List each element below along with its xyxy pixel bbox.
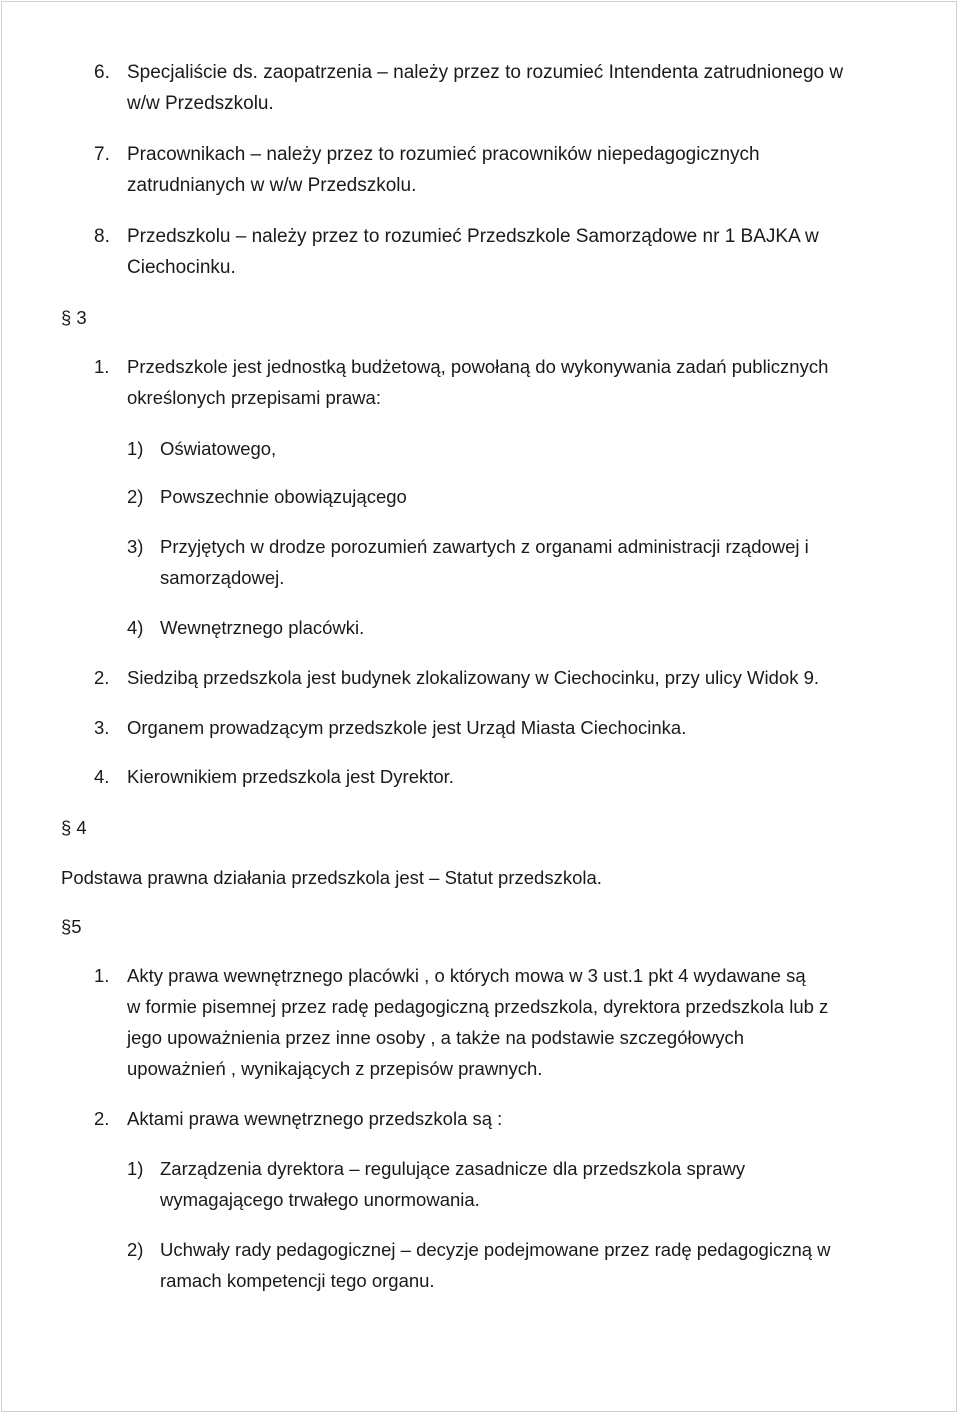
sublist-number: 3) xyxy=(127,536,144,557)
list-item-text: Akty prawa wewnętrznego placówki , o których mowa w 3 ust.1 pkt 4 wydawane są xyxy=(127,965,806,986)
sublist-item-text: ramach kompetencji tego organu. xyxy=(160,1270,435,1291)
sublist-number: 1) xyxy=(127,1158,144,1179)
list-item-text: Organem prowadzącym przedszkole jest Urząd Miasta Ciechocinka. xyxy=(127,717,687,738)
sublist-number: 4) xyxy=(127,617,144,638)
list-item-text: Siedzibą przedszkola jest budynek zlokalizowany w Ciechocinku, przy ulicy Widok 9. xyxy=(127,667,820,688)
list-number: 7. xyxy=(94,144,110,165)
list-item-text: Specjaliście ds. zaopatrzenia – należy przez to rozumieć Intendenta zatrudnionego w xyxy=(127,62,844,83)
list-item-text: w formie pisemnej przez radę pedagogiczną przedszkola, dyrektora przedszkola lub z xyxy=(127,996,829,1017)
sublist-item-text: wymagającego trwałego unormowania. xyxy=(160,1189,480,1210)
list-item-text: upoważnień , wynikających z przepisów prawnych. xyxy=(127,1058,543,1079)
list-number: 2. xyxy=(94,667,110,688)
sublist-item-text: Powszechnie obowiązującego xyxy=(160,486,407,507)
sublist-item-text: Przyjętych w drodze porozumień zawartych z organami administracji rządowej i xyxy=(160,536,809,557)
list-number: 1. xyxy=(94,356,110,377)
sublist-item-text: Zarządzenia dyrektora – regulujące zasadnicze dla przedszkola sprawy xyxy=(160,1158,746,1179)
list-number: 3. xyxy=(94,717,110,738)
sublist-number: 2) xyxy=(127,486,144,507)
section-heading-4: § 4 xyxy=(61,817,87,838)
sublist-item-text: Wewnętrznego placówki. xyxy=(160,617,365,638)
list-item-text: zatrudnianych w w/w Przedszkolu. xyxy=(127,175,417,196)
sublist-item-text: Uchwały rady pedagogicznej – decyzje podejmowane przez radę pedagogiczną w xyxy=(160,1239,831,1260)
list-item-text: określonych przepisami prawa: xyxy=(127,387,381,408)
list-item-text: Aktami prawa wewnętrznego przedszkola są : xyxy=(127,1108,503,1129)
list-number: 2. xyxy=(94,1108,110,1129)
section-heading-3: § 3 xyxy=(61,307,87,328)
list-number: 4. xyxy=(94,766,110,787)
list-number: 8. xyxy=(94,226,110,247)
section-4-text: Podstawa prawna działania przedszkola jest – Statut przedszkola. xyxy=(61,867,602,888)
list-item-text: Kierownikiem przedszkola jest Dyrektor. xyxy=(127,766,454,787)
list-item-text: w/w Przedszkolu. xyxy=(127,93,274,114)
sublist-number: 2) xyxy=(127,1239,144,1260)
section-heading-5: §5 xyxy=(61,916,82,937)
list-number: 1. xyxy=(94,965,110,986)
list-number: 6. xyxy=(94,62,110,83)
list-item-text: Ciechocinku. xyxy=(127,257,236,278)
sublist-item-text: samorządowej. xyxy=(160,567,285,588)
sublist-number: 1) xyxy=(127,438,144,459)
list-item-text: Przedszkole jest jednostką budżetową, powołaną do wykonywania zadań publicznych xyxy=(127,356,829,377)
list-item-text: Przedszkolu – należy przez to rozumieć Przedszkole Samorządowe nr 1 BAJKA w xyxy=(127,226,819,247)
list-item-text: jego upoważnienia przez inne osoby , a także na podstawie szczegółowych xyxy=(127,1027,745,1048)
sublist-item-text: Oświatowego, xyxy=(160,438,277,459)
list-item-text: Pracownikach – należy przez to rozumieć pracowników niepedagogicznych xyxy=(127,144,760,165)
